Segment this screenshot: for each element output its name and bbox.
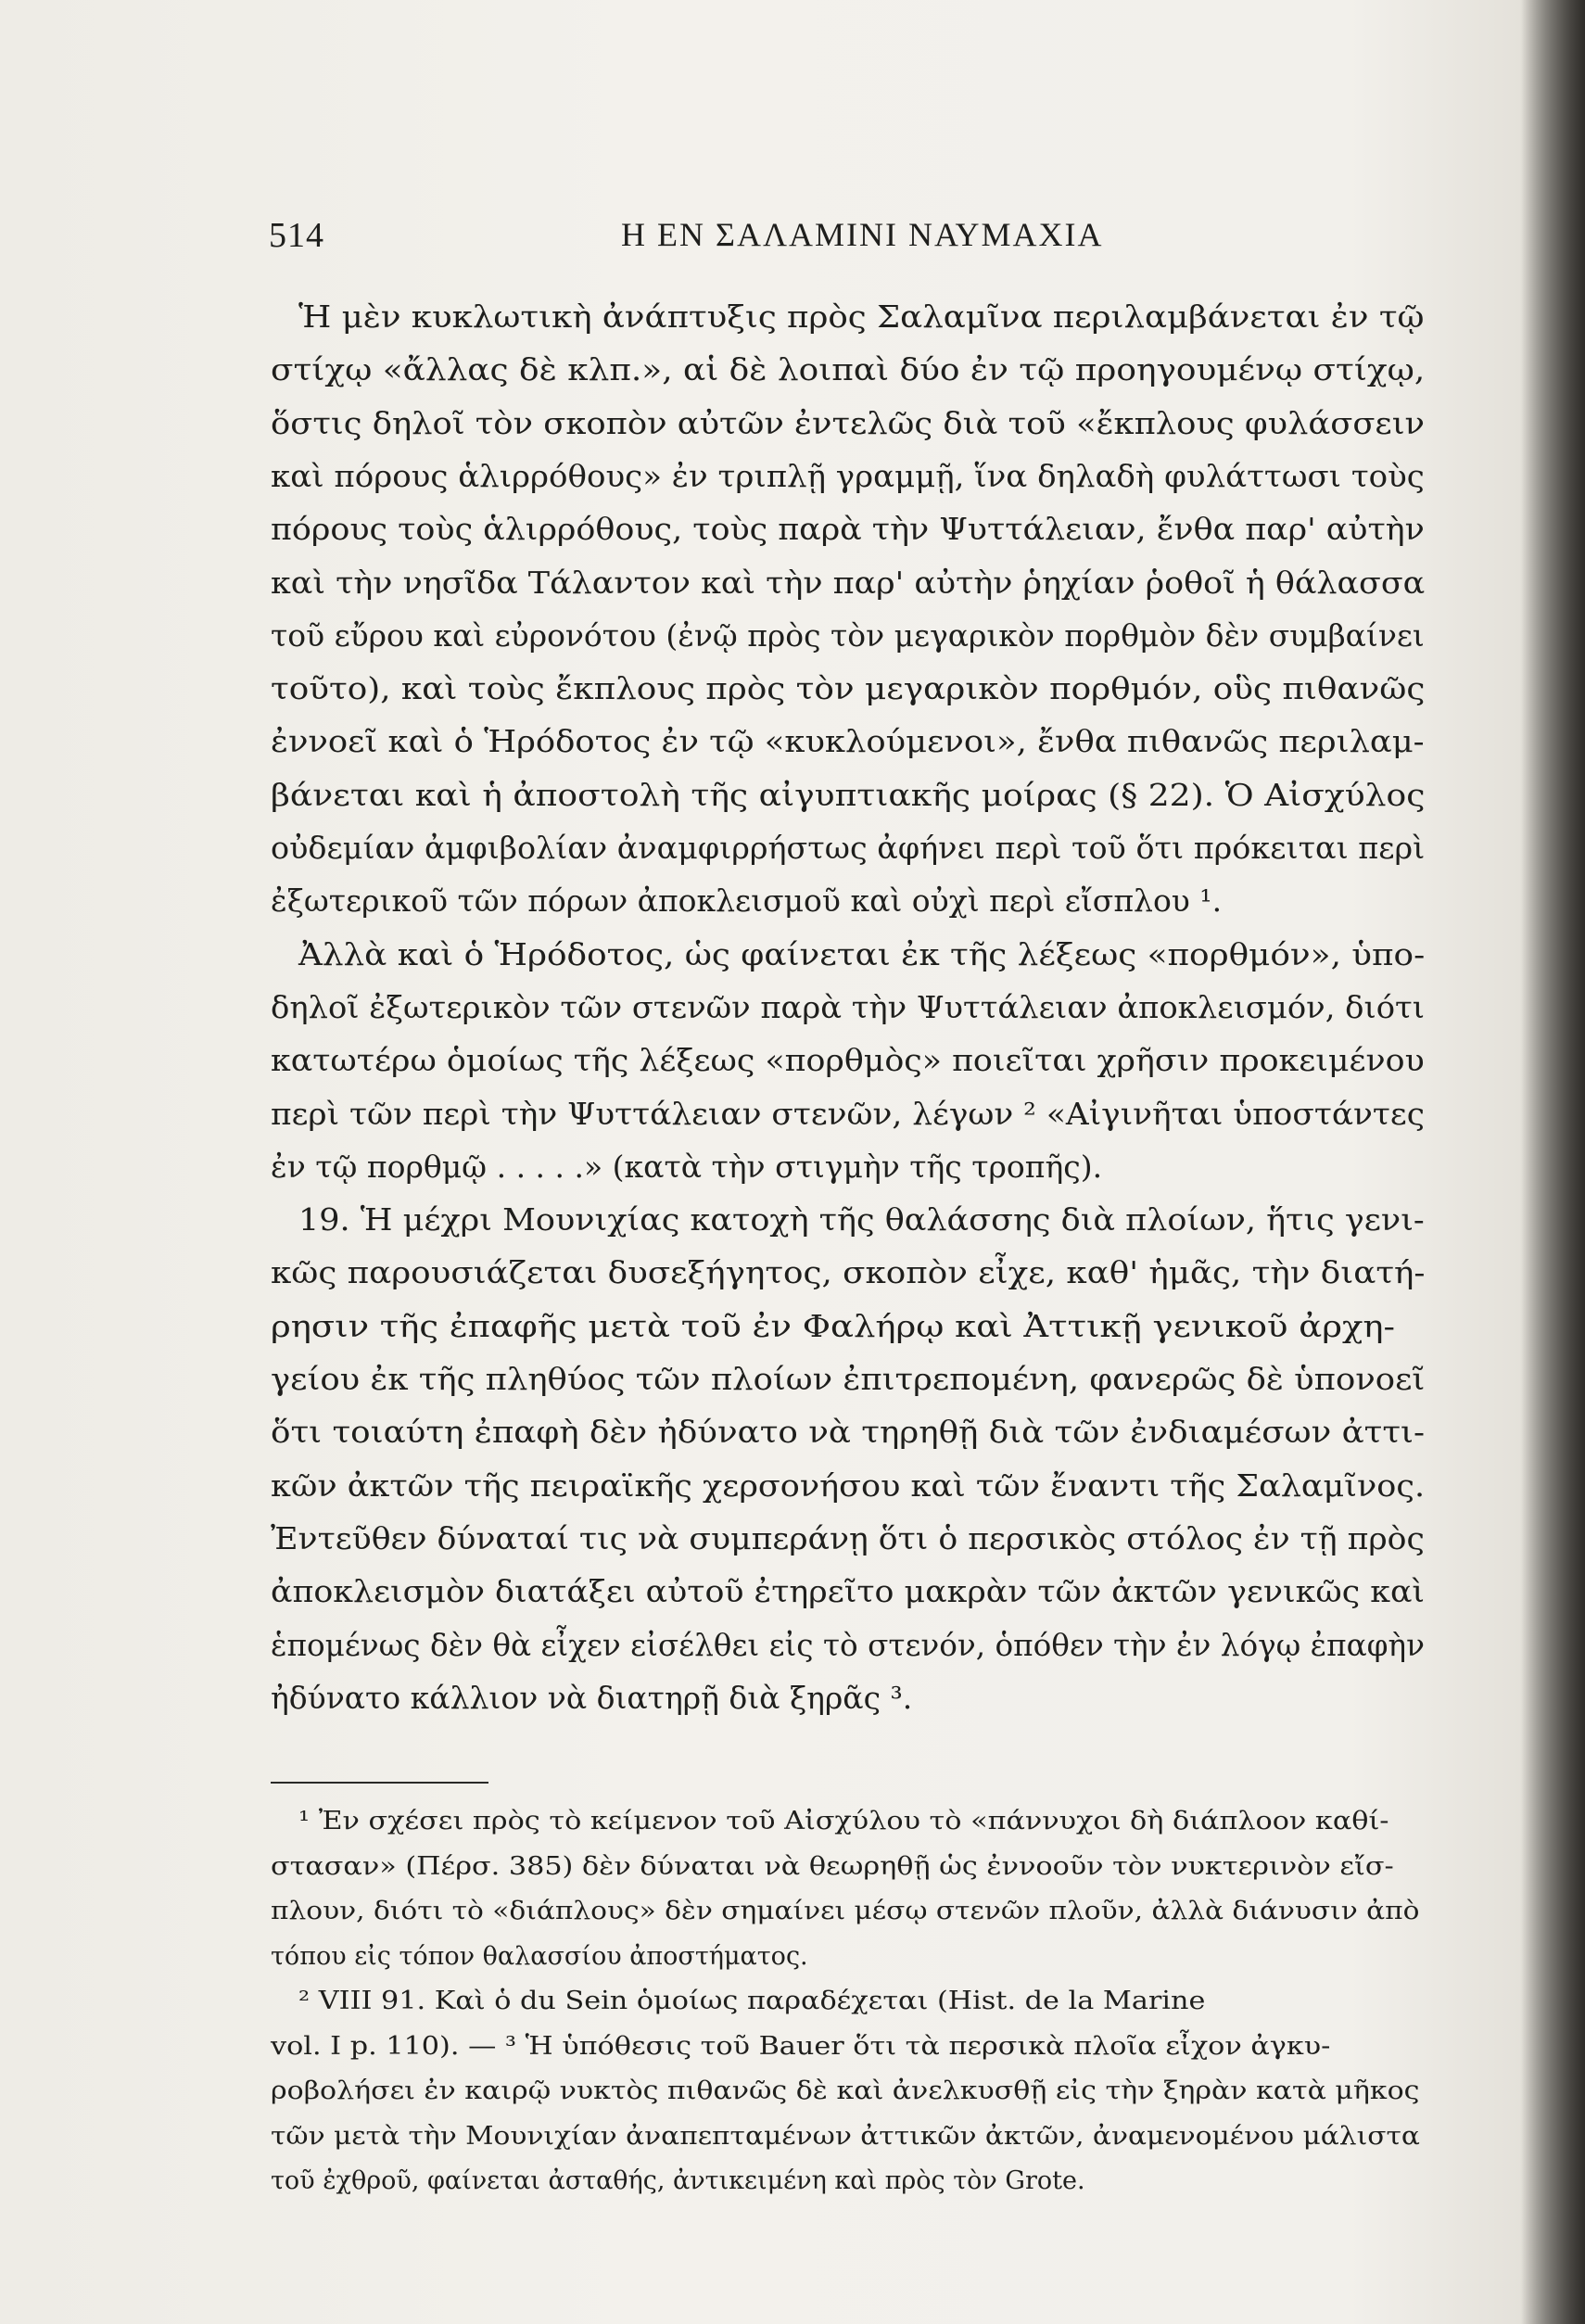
body-line: ὅτι τοιαύτη ἐπαφὴ δὲν ἠδύνατο νὰ τηρηθῇ διὰ τῶν ἐνδιαμέσων ἀττι- (271, 1414, 1426, 1451)
footnote-line: τόπου εἰς τόπον θαλασσίου ἀποστήματος. (271, 1941, 808, 1971)
body-line: ἠδύνατο κάλλιον νὰ διατηρῇ διὰ ξηρᾶς ³. (271, 1679, 913, 1716)
page-number: 514 (269, 216, 324, 255)
footnote-divider (271, 1782, 488, 1784)
body-line: κῶν ἀκτῶν τῆς πειραϊκῆς χερσονήσου καὶ τῶν ἔναντι τῆς Σαλαμῖνος. (271, 1467, 1426, 1504)
body-line: βάνεται καὶ ἡ ἀποστολὴ τῆς αἰγυπτιακῆς μοίρας (§ 22). Ὁ Αἰσχύλος (271, 776, 1426, 813)
body-line: ἐν τῷ πορθμῷ . . . . .» (κατὰ τὴν στιγμὴν τῆς τροπῆς). (271, 1148, 1103, 1185)
footnote-line: ¹ Ἐν σχέσει πρὸς τὸ κείμενον τοῦ Αἰσχύλου τὸ «πάννυχοι δὴ διάπλοον καθί- (298, 1807, 1389, 1835)
footnote-line: τοῦ ἐχθροῦ, φαίνεται ἀσταθής, ἀντικειμένη καὶ πρὸς τὸν Grote. (271, 2166, 1085, 2195)
body-line: περὶ τῶν περὶ τὴν Ψυττάλειαν στενῶν, λέγων ² «Αἰγινῆται ὑποστάντες (271, 1095, 1425, 1132)
body-line: δηλοῖ ἐξωτερικὸν τῶν στενῶν παρὰ τὴν Ψυττάλειαν ἀποκλεισμόν, διότι (271, 988, 1425, 1025)
body-line: Ἀλλὰ καὶ ὁ Ἡρόδοτος, ὡς φαίνεται ἐκ τῆς λέξεως «πορθμόν», ὑπο- (298, 935, 1426, 972)
body-line: πόρους τοὺς ἁλιρρόθους, τοὺς παρὰ τὴν Ψυττάλειαν, ἔνθα παρ' αὐτὴν (271, 511, 1425, 548)
body-line: κατωτέρω ὁμοίως τῆς λέξεως «πορθμὸς» ποιεῖται χρῆσιν προκειμένου (271, 1042, 1425, 1079)
running-title: Η ΕΝ ΣΑΛΑΜΙΝΙ ΝΑΥΜΑΧΙΑ (621, 216, 1104, 253)
body-line: 19. Ἡ μέχρι Μουνιχίας κατοχὴ τῆς θαλάσσης διὰ πλοίων, ἥτις γενι- (298, 1201, 1425, 1238)
footnote-line: πλουν, διότι τὸ «διάπλους» δὲν σημαίνει μέσῳ στενῶν πλοῦν, ἀλλὰ διάνυσιν ἀπὸ (271, 1897, 1420, 1925)
footnote-line: ² VIII 91. Καὶ ὁ du Sein ὁμοίως παραδέχεται (Hist. de la Marine (298, 1987, 1206, 2015)
binding-shadow (1520, 0, 1585, 2324)
body-line: ὅστις δηλοῖ τὸν σκοπὸν αὐτῶν ἐντελῶς διὰ τοῦ «ἔκπλους φυλάσσειν (271, 404, 1426, 441)
footnote-line: ροβολήσει ἐν καιρῷ νυκτὸς πιθανῶς δὲ καὶ ἀνελκυσθῇ εἰς τὴν ξηρὰν κατὰ μῆκος (271, 2076, 1420, 2105)
body-line: τοῦτο), καὶ τοὺς ἔκπλους πρὸς τὸν μεγαρικὸν πορθμόν, οὓς πιθανῶς (271, 670, 1426, 707)
body-line: κῶς παρουσιάζεται δυσεξήγητος, σκοπὸν εἶχε, καθ' ἡμᾶς, τὴν διατή- (271, 1254, 1426, 1291)
body-line: ἑπομένως δὲν θὰ εἶχεν εἰσέλθει εἰς τὸ στενόν, ὁπόθεν τὴν ἐν λόγῳ ἐπαφὴν (271, 1626, 1425, 1663)
body-line: ἀποκλεισμὸν διατάξει αὐτοῦ ἐτηρεῖτο μακρὰν τῶν ἀκτῶν γενικῶς καὶ (271, 1573, 1426, 1610)
footnote-line: vol. I p. 110). — ³ Ἡ ὑπόθεσις τοῦ Bauer ὅτι τὰ περσικὰ πλοῖα εἶχον ἀγκυ- (271, 2031, 1331, 2061)
body-line: ἐννοεῖ καὶ ὁ Ἡρόδοτος ἐν τῷ «κυκλούμενοι», ἔνθα πιθανῶς περιλαμ- (271, 723, 1425, 760)
body-line: ἐξωτερικοῦ τῶν πόρων ἀποκλεισμοῦ καὶ οὐχὶ περὶ εἴσπλου ¹. (271, 883, 1223, 920)
footnote-line: τῶν μετὰ τὴν Μουνιχίαν ἀναπεπταμένων ἀττικῶν ἀκτῶν, ἀναμενομένου μάλιστα (271, 2121, 1420, 2151)
page-header (269, 215, 1455, 271)
body-line: Ἐντεῦθεν δύναταί τις νὰ συμπεράνῃ ὅτι ὁ περσικὸς στόλος ἐν τῇ πρὸς (271, 1519, 1425, 1556)
body-line: καὶ πόρους ἁλιρρόθους» ἐν τριπλῇ γραμμῇ, ἵνα δηλαδὴ φυλάττωσι τοὺς (271, 457, 1425, 494)
body-line: καὶ τὴν νησῖδα Τάλαντον καὶ τὴν παρ' αὐτὴν ῥηχίαν ῥοθοῖ ἡ θάλασσα (271, 564, 1426, 601)
body-line: τοῦ εὔρου καὶ εὐρονότου (ἐνῷ πρὸς τὸν μεγαρικὸν πορθμὸν δὲν συμβαίνει (271, 616, 1425, 654)
body-line: ρησιν τῆς ἐπαφῆς μετὰ τοῦ ἐν Φαλήρῳ καὶ Ἀττικῇ γενικοῦ ἀρχη- (271, 1307, 1395, 1344)
body-line: στίχῳ «ἄλλας δὲ κλπ.», αἱ δὲ λοιπαὶ δύο ἐν τῷ προηγουμένῳ στίχῳ, (271, 351, 1426, 388)
body-line: Ἡ μὲν κυκλωτικὴ ἀνάπτυξις πρὸς Σαλαμῖνα περιλαμβάνεται ἐν τῷ (298, 298, 1425, 335)
footnote-line: στασαν» (Πέρσ. 385) δὲν δύναται νὰ θεωρηθῇ ὡς ἐννοοῦν τὸν νυκτερινὸν εἴσ- (271, 1851, 1394, 1881)
body-line: γείου ἐκ τῆς πληθύος τῶν πλοίων ἐπιτρεπομένη, φανερῶς δὲ ὑπονοεῖ (271, 1361, 1426, 1397)
body-line: οὐδεμίαν ἀμφιβολίαν ἀναμφιρρήστως ἀφήνει περὶ τοῦ ὅτι πρόκειται περὶ (271, 830, 1426, 866)
